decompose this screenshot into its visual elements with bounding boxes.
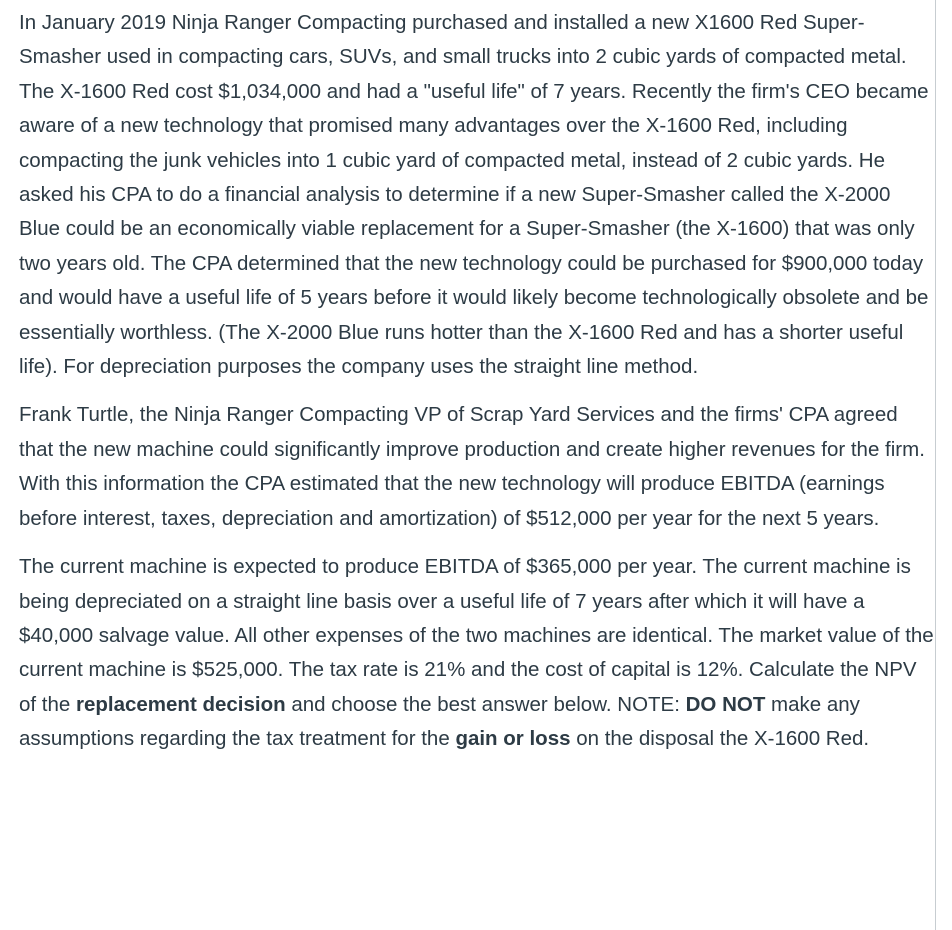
emphasis-replacement-decision: replacement decision xyxy=(76,692,286,716)
task-text-1: The current machine is expected to produce EBITDA of $365,000 per year. The current machine is being depreciated on a straight line basis over a useful life of 7 years after which it will have a $40,000 salvage value. All other expenses of the two machines are identical. The market value of the current machine is $525,000. The tax rate is 21% and the cost of capital is 12%. Calculate the NPV of the xyxy=(19,555,934,716)
paragraph-machine-background: In January 2019 Ninja Ranger Compacting purchased and installed a new X1600 Red Super-Smasher used in compacting cars, SUVs, and small trucks into 2 cubic yards of compacted metal. The X-1600 Red cost $1,034,000 and had a "useful life" of 7 years. Recently the firm's CEO became aware of a new technology that promised many advantages over the X-1600 Red, including compacting the junk vehicles into 1 cubic yard of compacted metal, instead of 2 cubic yards. He asked his CPA to do a financial analysis to determine if a new Super-Smasher called the X-2000 Blue could be an economically viable replacement for a Super-Smasher (the X-1600) that was only two years old. The CPA determined that the new technology could be purchased for $900,000 today and would have a useful life of 5 years before it would likely become technologically obsolete and be essentially worthless. (The X-2000 Blue runs hotter than the X-1600 Red and has a shorter useful life). For depreciation purposes the company uses the straight line method. xyxy=(19,11,929,379)
paragraph-new-machine-ebitda: Frank Turtle, the Ninja Ranger Compacting VP of Scrap Yard Services and the firms' CPA agreed that the new machine could significantly improve production and create higher revenues for the firm. With this information the CPA estimated that the new technology will produce EBITDA (earnings before interest, taxes, depreciation and amortization) of $512,000 per year for the next 5 years. xyxy=(19,403,925,530)
paragraph-current-machine-and-task xyxy=(19,550,934,756)
task-text-3: make any assumptions regarding the tax treatment for the xyxy=(19,692,860,751)
task-text-2: and choose the best answer below. NOTE: xyxy=(285,692,686,716)
emphasis-do-not: DO NOT xyxy=(685,692,766,716)
scroll-edge-divider xyxy=(935,0,936,930)
question-text xyxy=(19,6,934,757)
task-text-4: on the disposal the X-1600 Red. xyxy=(570,727,870,751)
emphasis-gain-or-loss: gain or loss xyxy=(455,727,571,751)
